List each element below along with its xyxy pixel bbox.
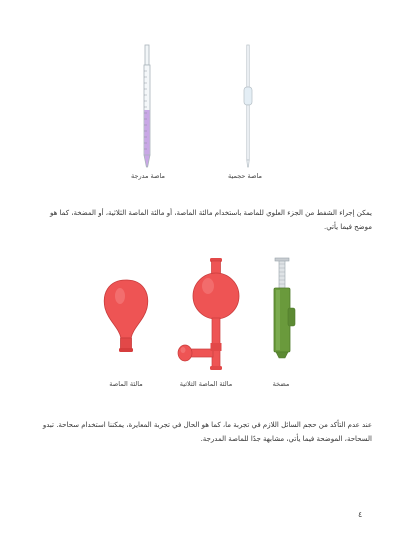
paragraph-burette-intro: عند عدم التأكد من حجم السائل اللازم في تجربة ما، كما هو الحال في تجربة المعايرة، يمكننا استخدام سحاحة. تبدو السحاحة، الموضحة فيما يأتي، مشابهة جدًا للماصة المدرجة. bbox=[42, 421, 372, 443]
page-number: ٤ bbox=[358, 510, 363, 519]
three-valve-filler-illustration bbox=[175, 258, 245, 373]
caption-volumetric-pipette: ماصة حجمية bbox=[228, 172, 262, 180]
pump-illustration bbox=[268, 258, 298, 363]
caption-pipette-filler: مالئة الماصة bbox=[109, 380, 143, 388]
caption-pump: مضخة bbox=[272, 380, 290, 388]
caption-graduated-pipette: ماصة مدرجة bbox=[130, 172, 166, 180]
paragraph-suction-methods: يمكن إجراء الشفط من الجزء العلوي للماصة باستخدام مالئة الماصة، أو مالئة الماصة الثلاثية، أو المضخة، كما هو موضح فيما يأتي. bbox=[49, 209, 372, 231]
caption-three-valve-filler: مالئة الماصة الثلاثية bbox=[179, 380, 233, 388]
volumetric-pipette-illustration bbox=[238, 45, 258, 170]
graduated-pipette-illustration bbox=[137, 45, 157, 170]
pipette-filler-illustration bbox=[100, 278, 152, 358]
